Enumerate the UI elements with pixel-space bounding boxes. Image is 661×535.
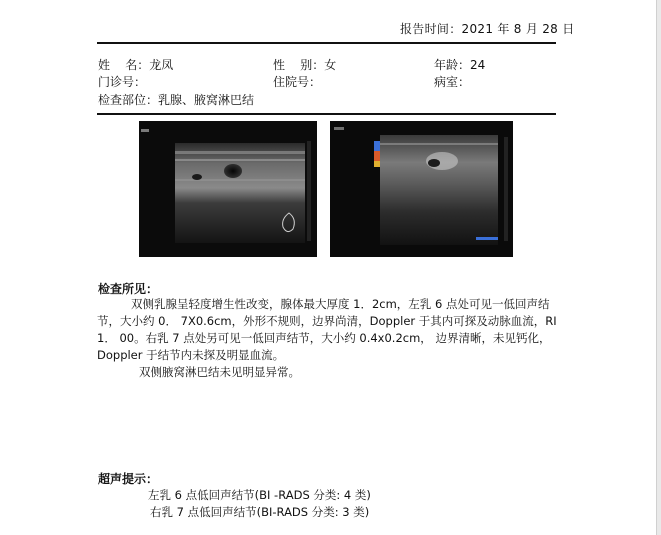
- patient-name-label: 姓 名：: [98, 58, 150, 72]
- report-time-label: 报告时间：: [400, 22, 462, 36]
- ultrasound-image-right: [330, 121, 513, 257]
- page-edge-shadow: [656, 0, 661, 535]
- findings-title: 检查所见：: [98, 282, 159, 296]
- inpatient-label: 住院号：: [273, 75, 322, 89]
- inpatient-number: [273, 73, 321, 90]
- patient-age-label: 年龄：: [434, 58, 471, 72]
- patient-sex: [273, 56, 336, 73]
- ultrasound-scan-right-graphic: [330, 121, 513, 257]
- outpatient-number: [98, 73, 146, 90]
- patient-age: [434, 56, 485, 73]
- header-divider-bottom: [97, 113, 556, 115]
- exam-site: [98, 91, 254, 108]
- patient-sex-label: 性 别：: [273, 58, 325, 72]
- ward: [434, 73, 470, 90]
- outpatient-label: 门诊号：: [98, 75, 147, 89]
- impression-line-1: 左乳 6 点低回声结节(BI -RADS 分类: 4 类): [148, 488, 371, 502]
- impression-title: 超声提示：: [98, 472, 159, 486]
- exam-site-value: 乳腺、腋窝淋巴结: [158, 93, 255, 107]
- report-time: [400, 20, 575, 37]
- ward-label: 病室：: [434, 75, 471, 89]
- report-time-value: 2021 年 8 月 28 日: [461, 22, 575, 36]
- findings-paragraph-1: 双侧乳腺呈轻度增生性改变，腺体最大厚度 1．2cm，左乳 6 点处可见一低回声结节，大小约 0． 7X0.6cm，外形不规则，边界尚清，Doppler 于其内可探及动脉血流，RI 1． 00。右乳 7 点处另可见一低回声结节，大小约 0.4x0.2cm， 边界清晰，未见钙化，Doppler 于结节内未探及明显血流。: [97, 297, 557, 362]
- impression-line-2: 右乳 7 点低回声结节(BI-RADS 分类: 3 类): [150, 505, 370, 519]
- ultrasound-image-left: [139, 121, 317, 257]
- exam-site-label: 检查部位：: [98, 93, 159, 107]
- findings-paragraph-2: 双侧腋窝淋巴结未见明显异常。: [139, 365, 300, 379]
- findings-text: [97, 296, 559, 381]
- ultrasound-scan-left-graphic: [139, 121, 317, 257]
- patient-age-value: 24: [470, 58, 486, 72]
- patient-name: [98, 56, 173, 73]
- patient-name-value: 龙凤: [149, 58, 174, 72]
- patient-sex-value: 女: [324, 58, 337, 72]
- header-divider-top: [97, 42, 556, 44]
